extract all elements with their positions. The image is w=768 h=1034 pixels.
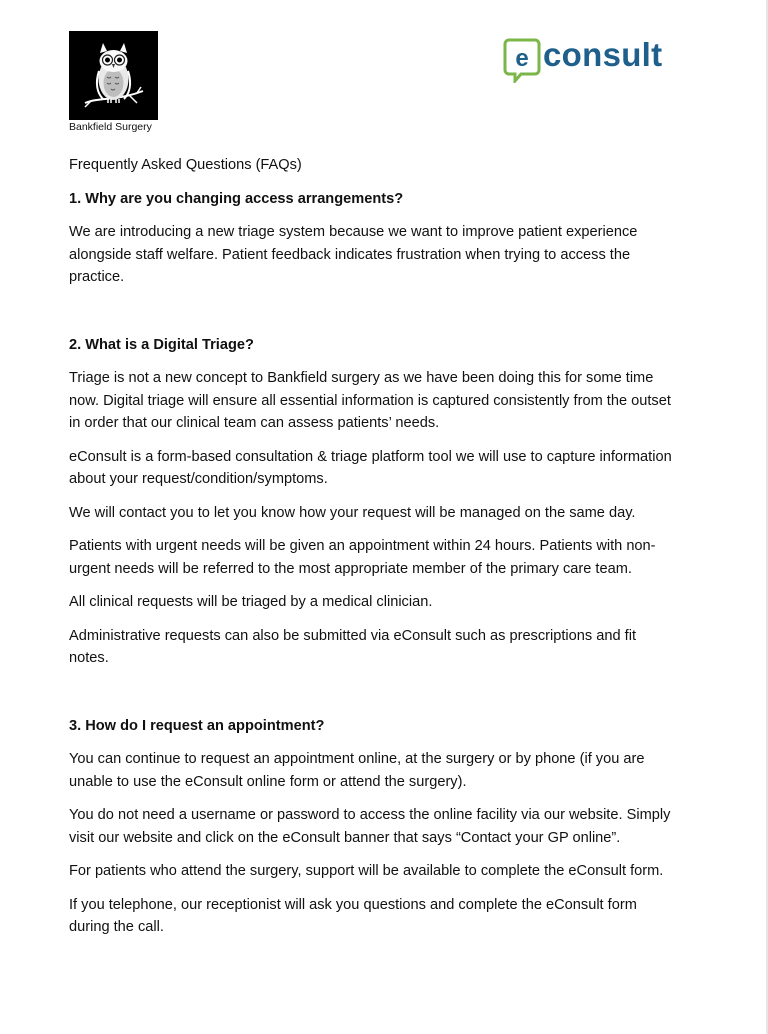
paragraph: eConsult is a form-based consultation & triage platform tool we will use to capture information about your request/condition/symptoms.	[69, 448, 672, 487]
paragraph: Administrative requests can also be submitted via eConsult such as prescriptions and fit notes.	[69, 627, 637, 666]
svg-text:e: e	[515, 45, 529, 72]
econsult-logo	[503, 35, 663, 83]
section-heading: 3. How do I request an appointment?	[69, 717, 325, 734]
econsult-wordmark: consult	[543, 36, 663, 73]
section-heading: 2. What is a Digital Triage?	[69, 336, 254, 353]
paragraph: All clinical requests will be triaged by a medical clinician.	[69, 594, 433, 610]
paragraph: You do not need a username or password to access the online facility via our website. Simply visit our website and click on the eConsult banner that says “Contact your GP online”.	[69, 807, 671, 846]
paragraph: We will contact you to let you know how your request will be managed on the same day.	[69, 504, 636, 521]
owl-logo	[69, 31, 158, 120]
section-heading: 1. Why are you changing access arrangements?	[69, 190, 404, 207]
paragraph: If you telephone, our receptionist will ask you questions and complete the eConsult form during the call.	[69, 896, 637, 935]
econsult-e-icon	[503, 37, 541, 83]
practice-name: Bankfield Surgery	[69, 121, 152, 133]
paragraph: We are introducing a new triage system because we want to improve patient experience alongside staff welfare. Patient feedback indicates frustration when trying to access the practice.	[69, 224, 638, 285]
owl-icon	[69, 31, 158, 120]
document-title: Frequently Asked Questions (FAQs)	[69, 157, 302, 173]
paragraph: Patients with urgent needs will be given an appointment within 24 hours. Patients with non-urgent needs will be referred to the most appropriate member of the primary care team.	[69, 538, 656, 577]
paragraph: For patients who attend the surgery, support will be available to complete the eConsult form.	[69, 863, 664, 879]
paragraph: You can continue to request an appointment online, at the surgery or by phone (if you are unable to use the eConsult online form or attend the surgery).	[69, 751, 645, 790]
faq-content	[69, 154, 679, 950]
paragraph: Triage is not a new concept to Bankfield surgery as we have been doing this for some time now. Digital triage will ensure all essential information is captured consistently from the outset in order that our clinical team can assess patients’ needs.	[69, 370, 671, 431]
